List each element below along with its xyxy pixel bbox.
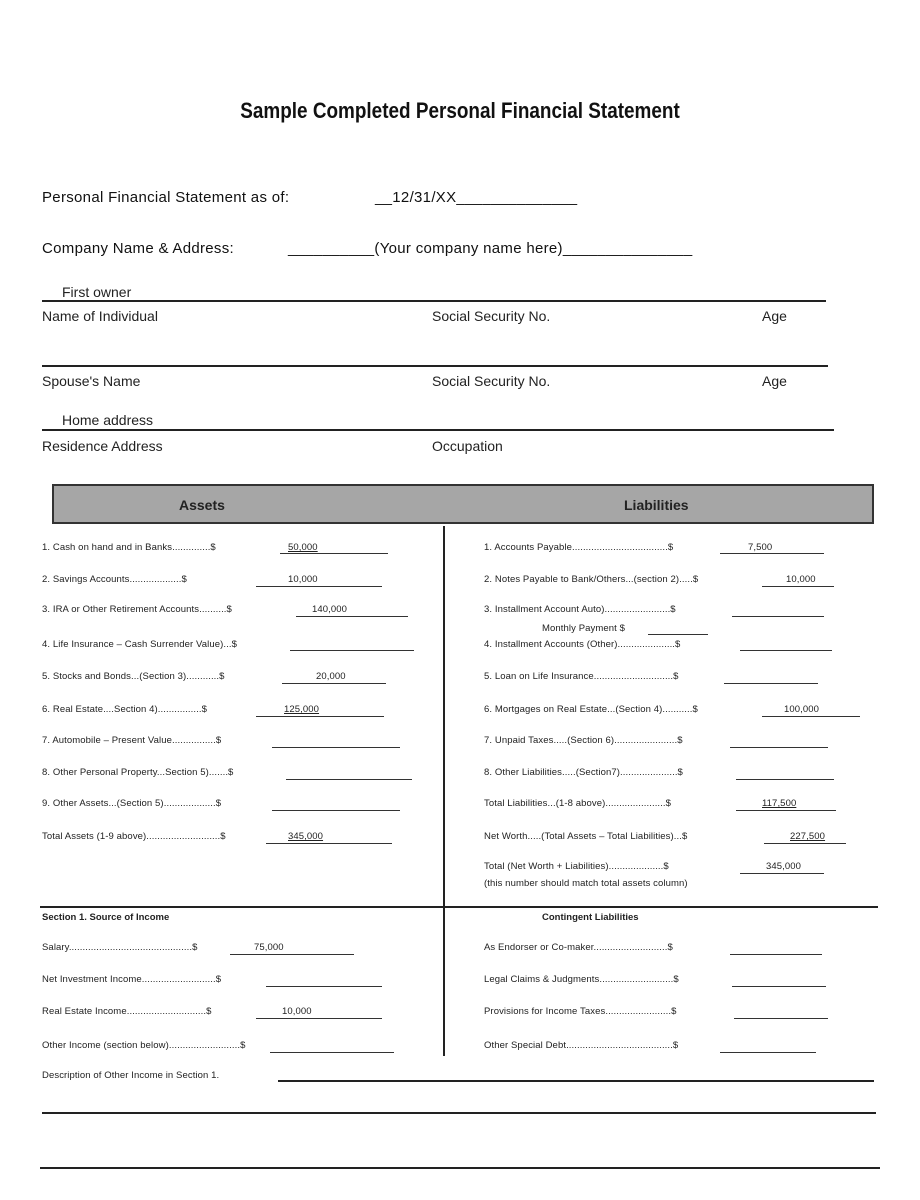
liability-line: [720, 553, 824, 554]
asset-line: [266, 843, 392, 844]
liabilities-header: Liabilities: [624, 497, 689, 513]
grand-total-label: Total (Net Worth + Liabilities)....................$: [484, 861, 669, 872]
liability-line: [724, 683, 818, 684]
contingent-line: [734, 1018, 828, 1019]
description-line: [278, 1080, 874, 1082]
liability-line: [762, 716, 860, 717]
income-line: [256, 1018, 382, 1019]
income-line: [270, 1052, 394, 1053]
net-worth-value: 227,500: [790, 831, 826, 842]
liability-row-label: 3. Installment Account Auto)........................$: [484, 604, 676, 615]
spouse-age-label: Age: [762, 373, 787, 389]
spouse-ssn-label: Social Security No.: [432, 373, 551, 389]
asset-line: [256, 716, 384, 717]
income-row-value: 10,000: [282, 1006, 312, 1017]
asset-row-label: 9. Other Assets...(Section 5)...................$: [42, 798, 222, 809]
asset-row-label: 1. Cash on hand and in Banks..............$: [42, 542, 216, 553]
liability-line: [732, 616, 824, 617]
liability-row-label: 5. Loan on Life Insurance.............................$: [484, 671, 679, 682]
liability-row-label: 6. Mortgages on Real Estate...(Section 4)...........$: [484, 704, 698, 715]
asset-total-label: Total Assets (1-9 above)...........................$: [42, 831, 226, 842]
income-line: [230, 954, 354, 955]
name-label: Name of Individual: [42, 308, 158, 324]
liability-line: [736, 779, 834, 780]
description-line: [40, 1167, 880, 1169]
asset-line: [290, 650, 414, 651]
home-address-value: Home address: [62, 412, 154, 428]
company-label: Company Name & Address:: [42, 240, 234, 257]
liability-line: [736, 810, 836, 811]
asset-row-label: 2. Savings Accounts...................$: [42, 574, 187, 585]
liability-row-label: 8. Other Liabilities.....(Section7).....................$: [484, 767, 683, 778]
income-row-label: Net Investment Income...........................$: [42, 974, 222, 985]
monthly-payment-label: Monthly Payment $: [542, 623, 626, 634]
net-worth-label: Net Worth.....(Total Assets – Total Liabilities)...$: [484, 831, 688, 842]
liability-total-label: Total Liabilities...(1-8 above)......................$: [484, 798, 672, 809]
table-divider: [443, 526, 445, 906]
first-owner-value: First owner: [62, 284, 132, 300]
page-title: Sample Completed Personal Financial Statement: [240, 98, 680, 123]
asset-line: [256, 586, 382, 587]
residence-line: [42, 429, 834, 431]
assets-header: Assets: [179, 497, 225, 513]
contingent-title: Contingent Liabilities: [542, 912, 639, 923]
statement-date-value: __12/31/XX______________: [375, 189, 578, 206]
income-row-label: Other Income (section below)..........................$: [42, 1040, 246, 1051]
description-line: [42, 1112, 876, 1114]
asset-row-value: 50,000: [288, 542, 318, 553]
asset-total-value: 345,000: [288, 831, 324, 842]
asset-line: [272, 810, 400, 811]
contingent-row-label: Other Special Debt.......................................$: [484, 1040, 679, 1051]
asset-row-label: 7. Automobile – Present Value................$: [42, 735, 222, 746]
match-note: (this number should match total assets column): [484, 878, 688, 889]
liability-line: [762, 586, 834, 587]
ssn-label: Social Security No.: [432, 308, 551, 324]
asset-line: [296, 616, 408, 617]
asset-line: [286, 779, 412, 780]
asset-row-label: 4. Life Insurance – Cash Surrender Value)...$: [42, 639, 237, 650]
other-income-description-label: Description of Other Income in Section 1.: [42, 1070, 220, 1081]
contingent-row-label: As Endorser or Co-maker...........................$: [484, 942, 673, 953]
name-line: [42, 300, 826, 302]
contingent-line: [720, 1052, 816, 1053]
income-row-value: 75,000: [254, 942, 284, 953]
spouse-line: [42, 365, 828, 367]
asset-row-label: 5. Stocks and Bonds...(Section 3)............$: [42, 671, 225, 682]
asset-row-value: 140,000: [312, 604, 348, 615]
contingent-line: [730, 954, 822, 955]
liability-row-label: 7. Unpaid Taxes.....(Section 6).......................$: [484, 735, 683, 746]
liability-total-value: 117,500: [762, 798, 797, 809]
company-value: __________(Your company name here)_______________: [288, 240, 693, 257]
asset-line: [272, 747, 400, 748]
liability-row-label: 1. Accounts Payable...................................$: [484, 542, 674, 553]
liability-line: [740, 873, 824, 874]
contingent-line: [732, 986, 826, 987]
grand-total-value: 345,000: [766, 861, 802, 872]
asset-line: [280, 553, 388, 554]
assets-liabilities-header: [52, 484, 874, 524]
liability-line: [740, 650, 832, 651]
income-divider: [443, 908, 445, 1056]
income-section-title: Section 1. Source of Income: [42, 912, 170, 923]
asset-row-label: 8. Other Personal Property...Section 5).......$: [42, 767, 234, 778]
liability-row-value: 10,000: [786, 574, 816, 585]
liability-line: [648, 634, 708, 635]
contingent-row-label: Provisions for Income Taxes........................$: [484, 1006, 677, 1017]
income-row-label: Real Estate Income.............................$: [42, 1006, 212, 1017]
liability-row-label: 2. Notes Payable to Bank/Others...(section 2).....$: [484, 574, 699, 585]
occupation-label: Occupation: [432, 438, 503, 454]
income-row-label: Salary.............................................$: [42, 942, 198, 953]
income-line: [266, 986, 382, 987]
contingent-row-label: Legal Claims & Judgments...........................$: [484, 974, 679, 985]
statement-date-label: Personal Financial Statement as of:: [42, 189, 290, 206]
liability-row-label: 4. Installment Accounts (Other).....................$: [484, 639, 681, 650]
liability-row-value: 7,500: [748, 542, 773, 553]
asset-row-value: 20,000: [316, 671, 346, 682]
asset-line: [282, 683, 386, 684]
asset-row-label: 3. IRA or Other Retirement Accounts..........$: [42, 604, 232, 615]
age-label: Age: [762, 308, 787, 324]
liability-line: [764, 843, 846, 844]
asset-row-label: 6. Real Estate....Section 4)................$: [42, 704, 208, 715]
spouse-label: Spouse's Name: [42, 373, 141, 389]
liability-row-value: 100,000: [784, 704, 820, 715]
asset-row-value: 10,000: [288, 574, 318, 585]
liability-line: [730, 747, 828, 748]
residence-label: Residence Address: [42, 438, 163, 454]
asset-row-value: 125,000: [284, 704, 320, 715]
section-divider: [40, 906, 878, 908]
